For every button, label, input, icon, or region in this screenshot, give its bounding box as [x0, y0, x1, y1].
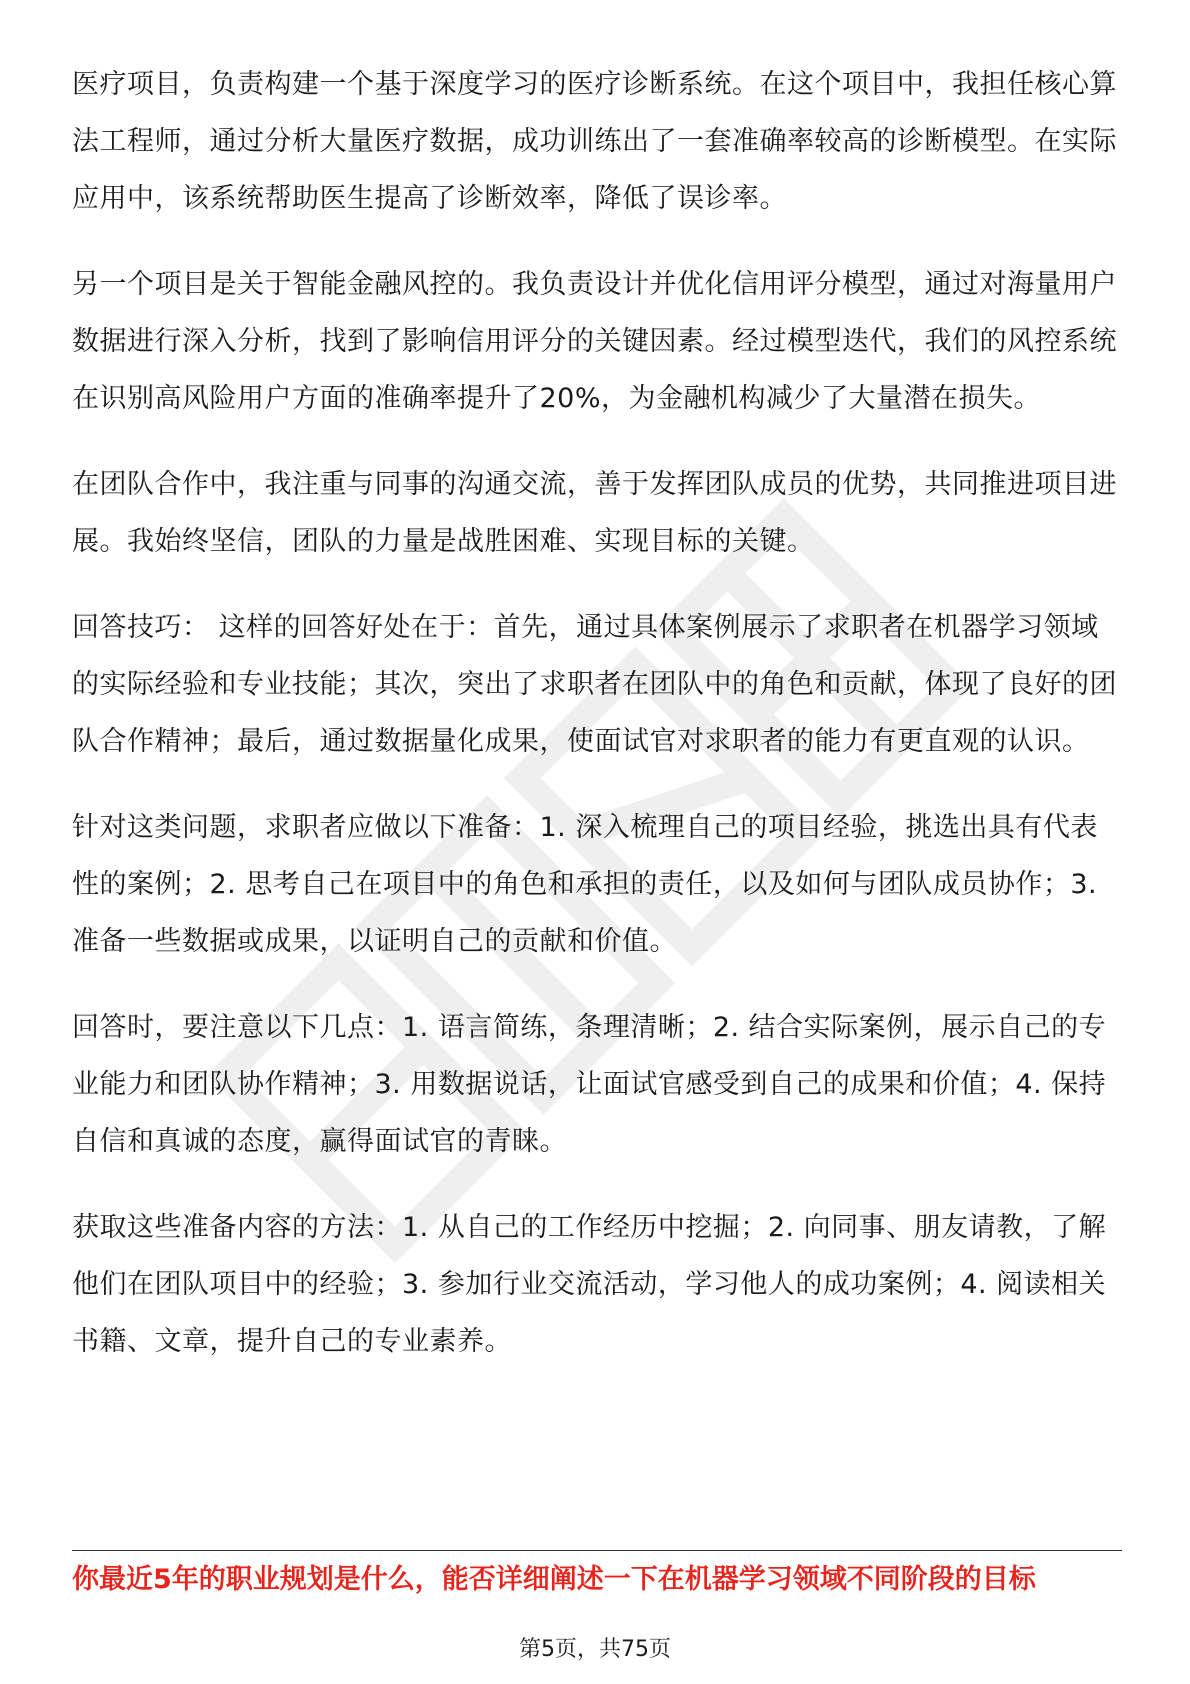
paragraph-methods: 获取这些准备内容的方法：1. 从自己的工作经历中挖掘；2. 向同事、朋友请教，了解他们在团队项目中的经验；3. 参加行业交流活动，学习他人的成功案例；4. 阅读相关书籍、文章，提升自己的专业素养。 — [72, 1212, 1107, 1357]
page-number: 第5页，共75页 — [519, 1637, 671, 1662]
next-question-heading: 你最近5年的职业规划是什么，能否详细阐述一下在机器学习领域不同阶段的目标 — [72, 1564, 1036, 1595]
paragraph-finance-project: 另一个项目是关于智能金融风控的。我负责设计并优化信用评分模型，通过对海量用户数据进行深入分析，找到了影响信用评分的关键因素。经过模型迭代，我们的风控系统在识别高风险用户方面的准确率提升了20%，为金融机构减少了大量潜在损失。 — [72, 269, 1117, 414]
paragraph-teamwork: 在团队合作中，我注重与同事的沟通交流，善于发挥团队成员的优势，共同推进项目进展。我始终坚信，团队的力量是战胜困难、实现目标的关键。 — [72, 469, 1117, 557]
paragraph-answer-tips: 回答技巧： 这样的回答好处在于：首先，通过具体案例展示了求职者在机器学习领域的实际经验和专业技能；其次，突出了求职者在团队中的角色和贡献，体现了良好的团队合作精神；最后，通过数据量化成果，使面试官对求职者的能力有更直观的认识。 — [72, 612, 1117, 757]
paragraph-answer-points: 回答时，要注意以下几点：1. 语言简练，条理清晰；2. 结合实际案例，展示自己的专业能力和团队协作精神；3. 用数据说话，让面试官感受到自己的成果和价值；4. 保持自信和真诚的态度，赢得面试官的青睐。 — [72, 1012, 1107, 1157]
paragraph-medical-project: 医疗项目，负责构建一个基于深度学习的医疗诊断系统。在这个项目中，我担任核心算法工程师，通过分析大量医疗数据，成功训练出了一套准确率较高的诊断模型。在实际应用中，该系统帮助医生提高了诊断效率，降低了误诊率。 — [72, 69, 1117, 214]
paragraph-preparation: 针对这类问题，求职者应做以下准备：1. 深入梳理自己的项目经验，挑选出具有代表性的案例；2. 思考自己在项目中的角色和承担的责任，以及如何与团队成员协作；3. 准备一些数据或成果，以证明自己的贡献和价值。 — [72, 812, 1098, 957]
document-body — [72, 56, 1122, 1399]
section-divider — [72, 1550, 1122, 1551]
